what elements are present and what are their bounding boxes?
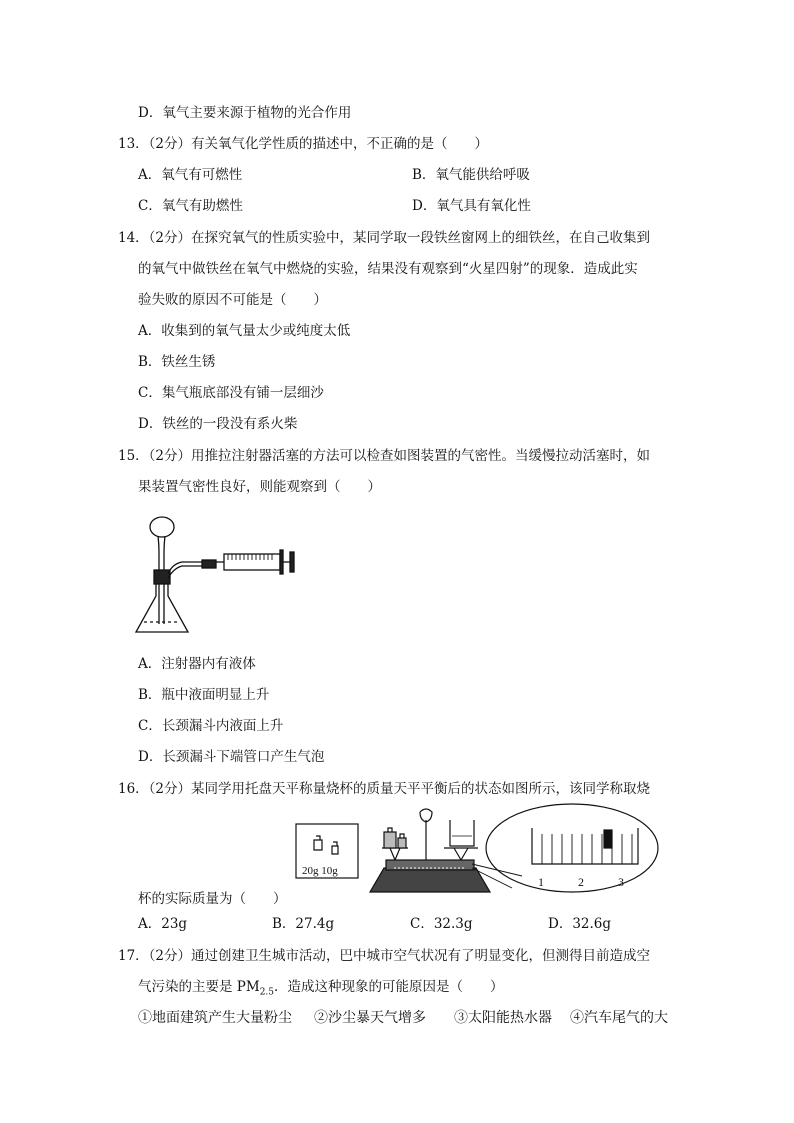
q17-stem-line1: 17．（2分）通过创建卫生城市活动，巴中城市空气状况有了明显变化，但测得目前造成空 <box>118 948 651 964</box>
q14-option-a: A．收集到的氧气量太少或纯度太低 <box>138 323 351 339</box>
q15-option-d: D．长颈漏斗下端管口产生气泡 <box>138 749 325 765</box>
q17-item-3: ③太阳能热水器 <box>454 1010 552 1026</box>
q13-option-a: A．氧气有可燃性 <box>138 167 243 183</box>
q14-option-d: D．铁丝的一段没有系火柴 <box>138 416 298 432</box>
balance-base <box>370 868 490 892</box>
q15-apparatus-figure <box>132 512 302 642</box>
q15-option-c: C．长颈漏斗内液面上升 <box>138 718 284 734</box>
q17-stem-sub: 2.5 <box>259 987 275 998</box>
syringe-flange <box>280 550 283 574</box>
q17-stem-line2 <box>138 978 504 1002</box>
syringe-plunger-head <box>290 552 294 572</box>
pan-weight-10g <box>398 838 406 848</box>
q16-stem-line2: 杯的实际质量为（ ） <box>138 891 287 907</box>
zoom-rider <box>604 830 612 848</box>
q14-option-c: C．集气瓶底部没有铺一层细沙 <box>138 385 324 401</box>
q17-item-2: ②沙尘暴天气增多 <box>314 1010 426 1026</box>
q12-option-d: D．氧气主要来源于植物的光合作用 <box>138 105 352 121</box>
q16-option-c: C．32.3g <box>410 916 473 932</box>
zoom-scale-ticks <box>542 834 632 864</box>
balance-pointer <box>420 809 432 860</box>
side-tube <box>168 562 202 578</box>
q13-option-d: D．氧气具有氧化性 <box>412 198 531 214</box>
q13-option-b: B．氧气能供给呼吸 <box>412 167 530 183</box>
scale-tick-2: 2 <box>578 875 584 889</box>
q16-option-d: D．32.6g <box>548 916 612 932</box>
flask-stopper <box>154 570 170 584</box>
beaker <box>450 820 474 846</box>
funnel-bulb <box>150 517 174 537</box>
pan-weight-20g <box>384 832 396 848</box>
syringe-graduations <box>228 554 272 560</box>
q15-stem-line2: 果装置气密性良好，则能观察到（ ） <box>138 479 381 495</box>
q13-option-c: C．氧气有助燃性 <box>138 198 243 214</box>
q16-option-b: B．27.4g <box>272 916 335 932</box>
weights-label: 20g 10g <box>302 865 338 877</box>
weights-knobs <box>316 836 337 846</box>
erlenmeyer-flask <box>136 584 188 632</box>
left-pan <box>382 848 408 860</box>
q13-stem: 13．（2分）有关氧气化学性质的描述中，不正确的是（ ） <box>118 136 489 152</box>
q15-option-a: A．注射器内有液体 <box>138 656 256 672</box>
q17-item-1: ①地面建筑产生大量粉尘 <box>138 1010 292 1026</box>
q17-stem-pre: 气污染的主要是 PM <box>138 979 260 995</box>
scale-tick-1: 1 <box>538 875 544 889</box>
q14-stem-line1: 14．（2分）在探究氧气的性质实验中，某同学取一段铁丝窗网上的细铁丝，在自己收集到 <box>118 230 651 246</box>
q17-item-4: ④汽车尾气的大 <box>570 1010 668 1026</box>
right-pan <box>444 848 478 860</box>
q16-option-a: A．23g <box>138 916 188 932</box>
rubber-connector <box>202 560 216 568</box>
q14-option-b: B．铁丝生锈 <box>138 354 216 370</box>
q14-stem-line3: 验失败的原因不可能是（ ） <box>138 292 327 308</box>
scale-tick-3: 3 <box>618 875 624 889</box>
q17-stem-post: ．造成这种现象的可能原因是（ ） <box>274 979 504 995</box>
q16-stem-line1: 16．（2分）某同学用托盘天平称量烧杯的质量天平平衡后的状态如图所示，该同学称取烧 <box>118 781 651 797</box>
q15-option-b: B．瓶中液面明显上升 <box>138 687 270 703</box>
q15-stem-line1: 15．（2分）用推拉注射器活塞的方法可以检查如图装置的气密性。当缓慢拉动活塞时，如 <box>118 448 651 464</box>
q16-balance-figure <box>294 802 660 898</box>
q14-stem-line2: 的氧气中做铁丝在氧气中燃烧的实验，结果没有观察到“火星四射”的现象．造成此实 <box>138 261 638 277</box>
